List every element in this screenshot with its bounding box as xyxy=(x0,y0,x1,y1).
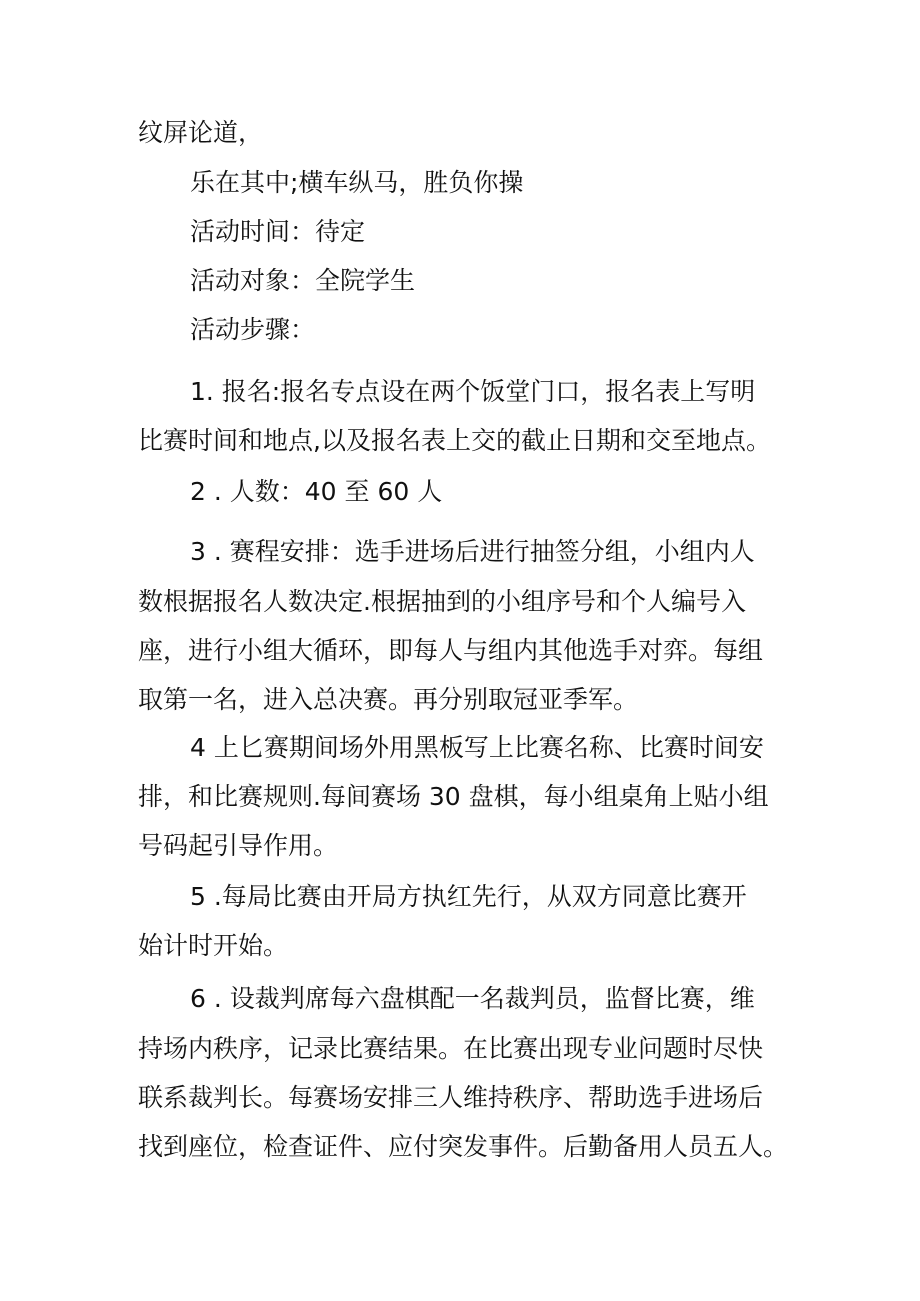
step-6-line: 6 . 设裁判席每六盘棋配一名裁判员，监督比赛，维 xyxy=(190,984,755,1013)
text-line: 活动步骤： xyxy=(190,315,316,344)
step-3-line: 座，进行小组大循环，即每人与组内其他选手对弈。每组 xyxy=(138,636,764,665)
text-line: 乐在其中;横车纵马，胜负你操 xyxy=(190,168,524,197)
text-line: 活动时间：待定 xyxy=(190,217,366,246)
step-3-line: 3 . 赛程安排：选手进场后进行抽签分组，小组内人 xyxy=(190,537,755,566)
step-4-line: 号码起引导作用。 xyxy=(138,831,339,860)
step-3-line: 数根据报名人数决定.根据抽到的小组序号和个人编号入 xyxy=(138,587,746,616)
step-1-line: 比赛时间和地点,以及报名表上交的截止日期和交至地点。 xyxy=(138,426,771,455)
step-6-line: 联系裁判长。每赛场安排三人维持秩序、帮助选手进场后 xyxy=(138,1083,764,1112)
step-5-line: 5 .每局比赛由开局方执红先行，从双方同意比赛开 xyxy=(190,882,747,911)
text-line: 活动对象：全院学生 xyxy=(190,266,416,295)
step-6-line: 持场内秩序，记录比赛结果。在比赛出现专业问题时尽快 xyxy=(138,1034,764,1063)
step-5-line: 始计时开始。 xyxy=(138,931,289,960)
step-3-line: 取第一名，进入总决赛。再分别取冠亚季军。 xyxy=(138,685,639,714)
step-4-line: 4 上匕赛期间场外用黑板写上比赛名称、比赛时间安 xyxy=(190,733,764,762)
step-1-line: 1. 报名:报名专点设在两个饭堂门口，报名表上写明 xyxy=(190,377,756,406)
step-4-line: 排，和比赛规则.每间赛场 30 盘棋，每小组桌角上贴小组 xyxy=(138,782,769,811)
text-line: 纹屏论道， xyxy=(138,118,264,147)
step-6-line: 找到座位，检查证件、应付突发事件。后勤备用人员五人。 xyxy=(138,1132,789,1161)
step-2-line: 2 . 人数：40 至 60 人 xyxy=(190,477,443,506)
